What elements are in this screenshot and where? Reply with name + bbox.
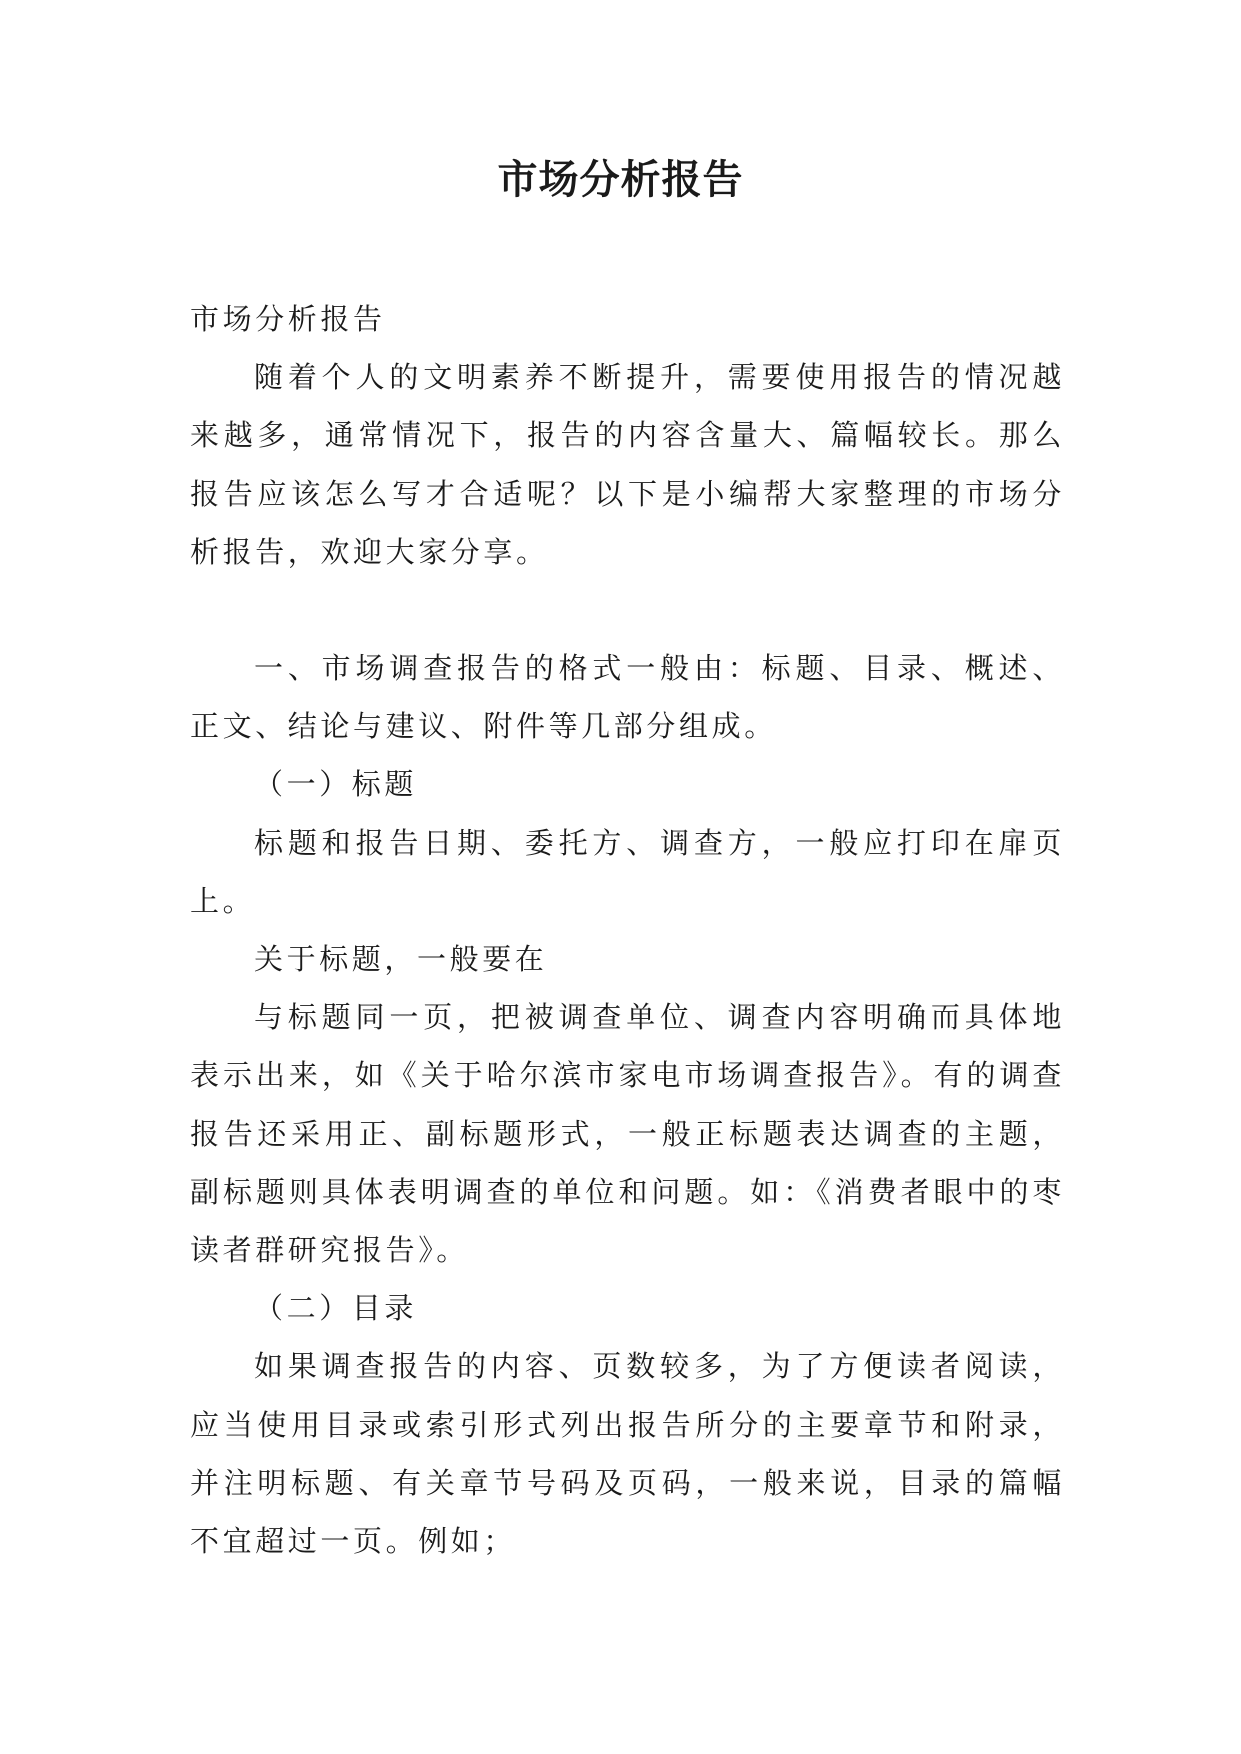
- document-body: [190, 290, 1065, 1570]
- title-detail-paragraph: 与标题同一页，把被调查单位、调查内容明确而具体地表示出来，如《关于哈尔滨市家电市场调查报告》。有的调查报告还采用正、副标题形式，一般正标题表达调查的主题，副标题则具体表明调查的单位和问题。如：《消费者眼中的枣读者群研究报告》。: [190, 1000, 1065, 1268]
- subtitle-paragraph: 市场分析报告: [190, 302, 386, 336]
- section-one-paragraph: 一、市场调查报告的格式一般由：标题、目录、概述、正文、结论与建议、附件等几部分组成。: [190, 651, 1065, 744]
- heading-contents-section: （二）目录: [254, 1291, 418, 1326]
- intro-paragraph: 随着个人的文明素养不断提升，需要使用报告的情况越来越多，通常情况下，报告的内容含量大、篇幅较长。那么报告应该怎么写才合适呢？以下是小编帮大家整理的市场分析报告，欢迎大家分享。: [190, 360, 1065, 569]
- title-note-paragraph: 关于标题，一般要在: [254, 942, 548, 977]
- page-title: 市场分析报告: [497, 156, 744, 203]
- heading-title-section: （一）标题: [254, 767, 418, 802]
- contents-paragraph: 如果调查报告的内容、页数较多，为了方便读者阅读，应当使用目录或索引形式列出报告所分的主要章节和附录，并注明标题、有关章节号码及页码，一般来说，目录的篇幅不宜超过一页。例如；: [190, 1349, 1065, 1559]
- paragraph-gap: [190, 581, 1065, 639]
- title-paragraph: 标题和报告日期、委托方、调查方，一般应打印在扉页上。: [190, 825, 1065, 918]
